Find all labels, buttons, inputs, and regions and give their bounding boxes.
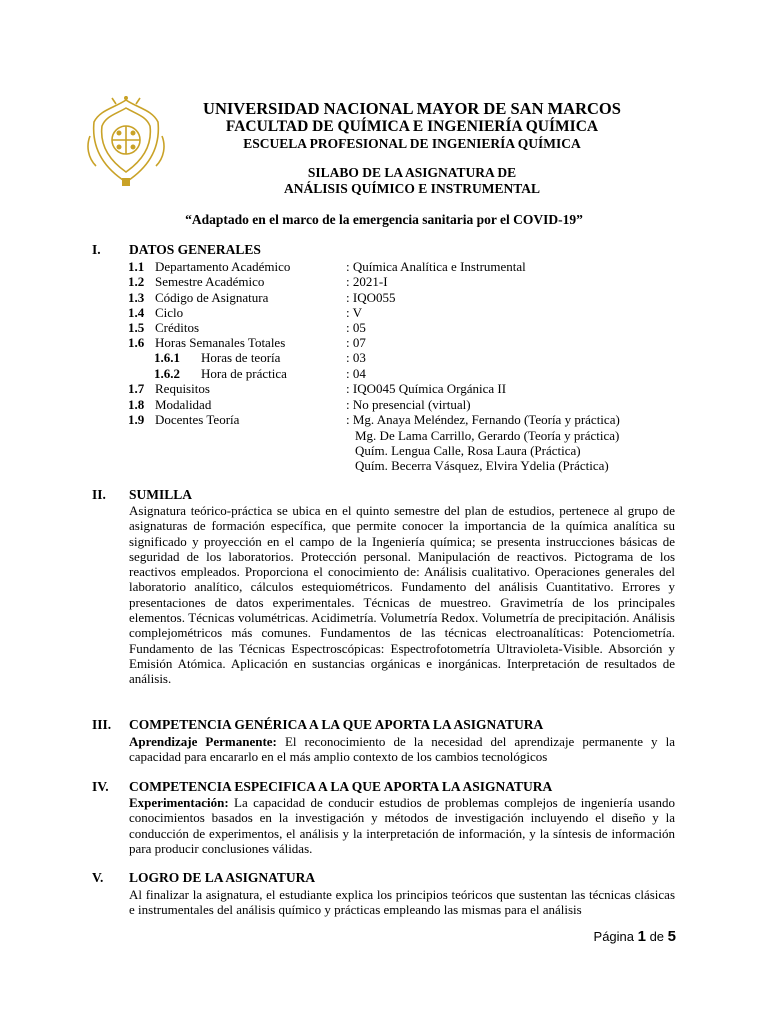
row-label: Modalidad [155,397,212,412]
section-title: LOGRO DE LA ASIGNATURA [129,870,316,885]
section-number: IV. [92,779,109,794]
row-value: : 07 [346,335,366,350]
row-number: 1.8 [128,397,145,412]
page-of: de [645,929,668,944]
row-number: 1.1 [128,259,145,274]
row-number: 1.3 [128,290,145,305]
university-name: UNIVERSIDAD NACIONAL MAYOR DE SAN MARCOS [203,99,621,118]
achievement-paragraph: Al finalizar la asignatura, el estudiante explica los principios teóricos que sustentan las técnicas clásicas e instrumentales del análisis químico y prácticas empleando las mismas para el análisis [129,887,675,918]
row-label: Código de Asignatura [155,290,269,305]
specific-competence-text: La capacidad de conducir estudios de problemas complejos de ingeniería usando conocimientos basados en la investigación y métodos de investigación incluyendo el diseño y la conducción de experimentos, el análisis y la interpretación de información, y la síntesis de información para producir conclusiones válidas. [129,795,675,856]
row-label: Horas de teoría [201,350,281,365]
row-label: Hora de práctica [201,366,287,381]
university-seal-icon [86,96,166,188]
row-number: 1.6 [128,335,145,350]
current-page: 1 [637,928,646,945]
row-number: 1.5 [128,320,145,335]
row-value: : IQO045 Química Orgánica II [346,381,507,396]
row-number: 1.9 [128,412,145,427]
specific-competence-label: Experimentación: [129,795,229,810]
faculty-name: FACULTAD DE QUÍMICA E INGENIERÍA QUÍMICA [225,118,599,135]
section-number: I. [92,242,101,257]
row-value: : 05 [346,320,366,335]
syllabus-title [160,165,664,197]
row-value: : Química Analítica e Instrumental [346,259,526,274]
row-label: Ciclo [155,305,184,320]
page-footer [594,928,676,945]
section-title: COMPETENCIA ESPECIFICA A LA QUE APORTA LA ASIGNATURA [129,779,553,794]
row-number: 1.4 [128,305,145,320]
row-label: Departamento Académico [155,259,291,274]
section-number: V. [92,870,104,885]
row-value: : 04 [346,366,366,381]
row-number: 1.2 [128,274,145,289]
total-pages: 5 [667,928,676,945]
page-label: Página [593,929,638,944]
section-title: COMPETENCIA GENÉRICA A LA QUE APORTA LA ASIGNATURA [129,717,544,732]
sumilla-paragraph: Asignatura teórico-práctica se ubica en el quinto semestre del plan de estudios, pertenece al grupo de asignaturas de formación específica, que permite conocer la importancia de la química analítica su significado y proyección en el campo de la Ingeniería química; se presenta instrucciones básicas de seguridad de los laboratorios. Protección personal. Manipulación de reactivos. Pictograma de los reactivos empleados. Proporciona el conocimiento de: Análisis cualitativo. Operaciones generales del laboratorio analítico, cálculos estequiométricos. Fundamento del análisis Cuantitativo. Errores y presentaciones de datos experimentales. Técnicas de muestreo. Gravimetría de los principales elementos. Técnicas volumétricas. Acidimetría. Volumetría Redox. Volumetría de precipitación. Análisis complejométricos más comunes. Fundamentos de las técnicas electroanalíticas: Potenciometría. Fundamento de las Técnicas Espectroscópicas: Espectrofotometría Ultravioleta-Visible. Absorción y Emisión Atómica. Aplicación en sustancias orgánicas e inorgánicas. Interpretación de resultados de análisis. [129,503,675,687]
row-value: : V [346,305,363,320]
document-header [160,99,664,152]
teacher-name: Quím. Lengua Calle, Rosa Laura (Práctica) [355,443,581,458]
row-value: : No presencial (virtual) [346,397,471,412]
section-number: II. [92,487,106,502]
row-value: : 2021-I [346,274,388,289]
row-value: : IQO055 [346,290,396,305]
row-label: Semestre Académico [155,274,265,289]
teacher-name: Quím. Becerra Vásquez, Elvira Ydelia (Práctica) [355,458,609,473]
section-title: SUMILLA [129,487,193,502]
row-label: Docentes Teoría [155,412,240,427]
covid-adaptation-note: “Adaptado en el marco de la emergencia sanitaria por el COVID-19” [185,212,583,227]
generic-competence-paragraph [129,734,675,765]
title-line-2: ANÁLISIS QUÍMICO E INSTRUMENTAL [284,181,540,196]
generic-competence-label: Aprendizaje Permanente: [129,734,277,749]
school-name: ESCUELA PROFESIONAL DE INGENIERÍA QUÍMICA [243,136,581,151]
row-value: : 03 [346,350,366,365]
row-number: 1.7 [128,381,145,396]
generic-competence-text: El reconocimiento de la necesidad del aprendizaje permanente y la capacidad para encararlo en el más amplio contexto de los cambios tecnológicos [129,734,675,765]
row-label: Requisitos [155,381,210,396]
row-label: Créditos [155,320,200,335]
section-title: DATOS GENERALES [129,242,261,257]
row-label: Horas Semanales Totales [155,335,286,350]
specific-competence-paragraph [129,795,675,856]
teacher-name: Mg. De Lama Carrillo, Gerardo (Teoría y práctica) [355,428,620,443]
row-number: 1.6.1 [154,350,180,365]
row-number: 1.6.2 [154,366,180,381]
title-line-1: SILABO DE LA ASIGNATURA DE [307,165,517,180]
section-number: III. [92,717,112,732]
row-value: : Mg. Anaya Meléndez, Fernando (Teoría y práctica) [346,412,620,427]
